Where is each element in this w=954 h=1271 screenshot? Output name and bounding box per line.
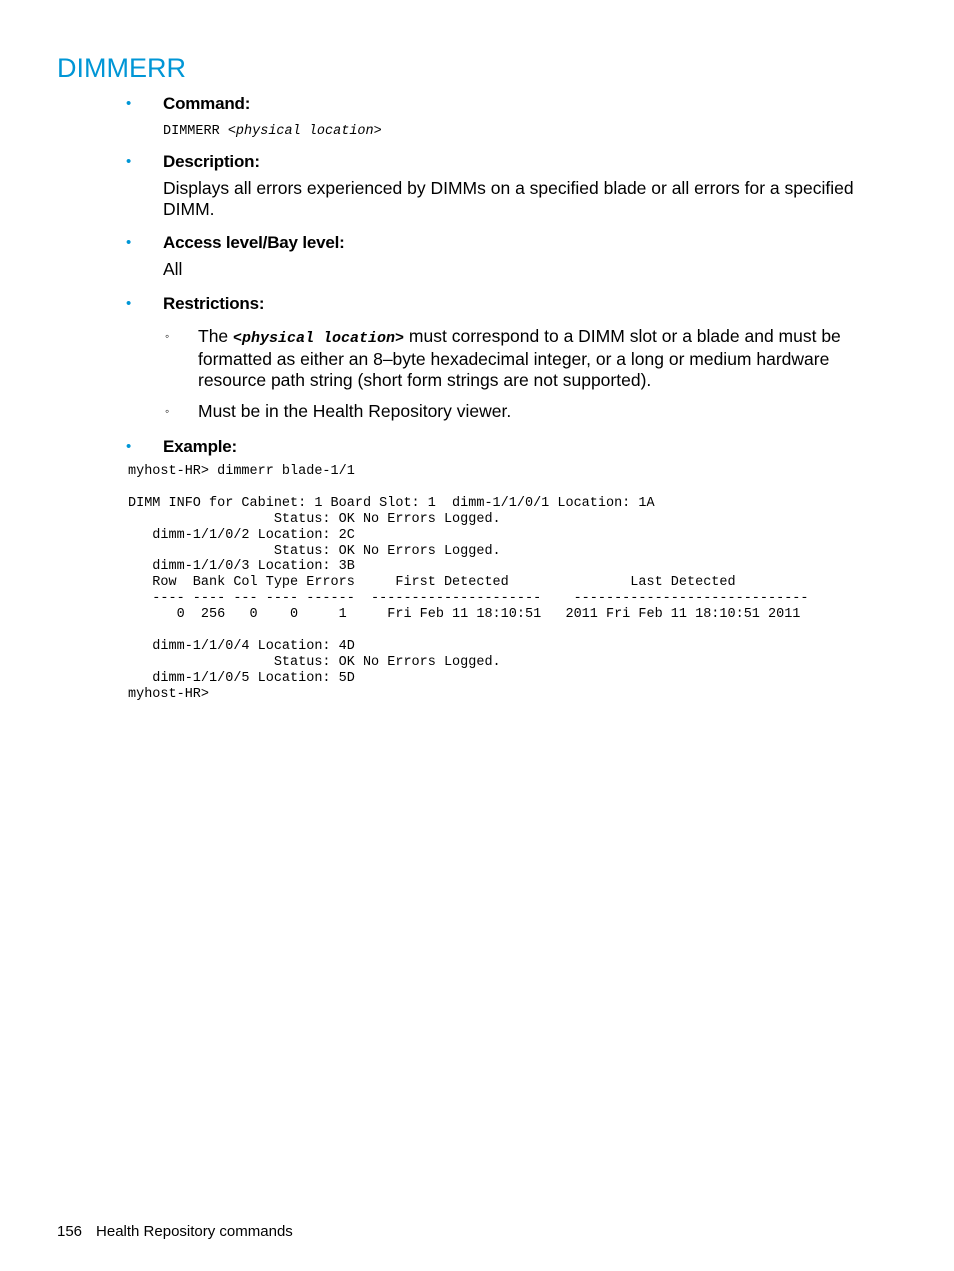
command-argument: <physical location> [227, 124, 382, 139]
restriction-item-1 [198, 326, 870, 391]
bullet-icon: • [126, 295, 132, 312]
bullet-icon: • [126, 438, 132, 455]
example-output: myhost-HR> dimmerr blade-1/1 DIMM INFO for Cabinet: 1 Board Slot: 1 dimm-1/1/0/1 Location: 1A Status: OK No Errors Logged. dimm-1/1/0/2 Location: 2C Status: OK No Errors Logged. dimm-1/1/0/3 Location: 3B Row Bank Col Type Errors First Detected Last Detected ---- ---- --- ---- ------ --------------------- ----------------------------- 0 256 0 0 1 Fri Feb 11 18:10:51 2011 Fri Feb 11 18:10:51 2011 dimm-1/1/0/4 Location: 4D Status: OK No Errors Logged. dimm-1/1/0/5 Location: 5D myhost-HR> [128, 464, 809, 702]
physical-location-code: <physical location> [233, 330, 405, 347]
restriction-item-1-prefix: The [198, 326, 234, 346]
command-label: Command: [163, 94, 251, 113]
page-number: 156 [57, 1223, 83, 1240]
page-footer [57, 1222, 293, 1242]
restriction-item-2: Must be in the Health Repository viewer. [198, 401, 512, 421]
access-value: All [163, 259, 183, 279]
command-syntax [163, 121, 863, 142]
footer-section: Health Repository commands [96, 1223, 293, 1240]
description-label: Description: [163, 152, 260, 171]
restrictions-label: Restrictions: [163, 294, 265, 313]
access-label: Access level/Bay level: [163, 233, 345, 252]
bullet-icon: • [126, 153, 132, 170]
description-text: Displays all errors experienced by DIMMs on a specified blade or all errors for a specified DIMM. [163, 178, 854, 219]
restriction-item-1-suffix: must correspond to a DIMM slot or a blade and must be formatted as either an 8–byte hexadecimal integer, or a long or medium hardware resource path string (short form strings are not supported). [198, 326, 841, 390]
page-title: DIMMERR [57, 53, 186, 83]
sub-bullet-icon: ◦ [165, 404, 170, 418]
command-name: DIMMERR [163, 124, 228, 139]
bullet-icon: • [126, 95, 132, 112]
example-label: Example: [163, 437, 237, 456]
bullet-icon: • [126, 234, 132, 251]
sub-bullet-icon: ◦ [165, 329, 170, 343]
